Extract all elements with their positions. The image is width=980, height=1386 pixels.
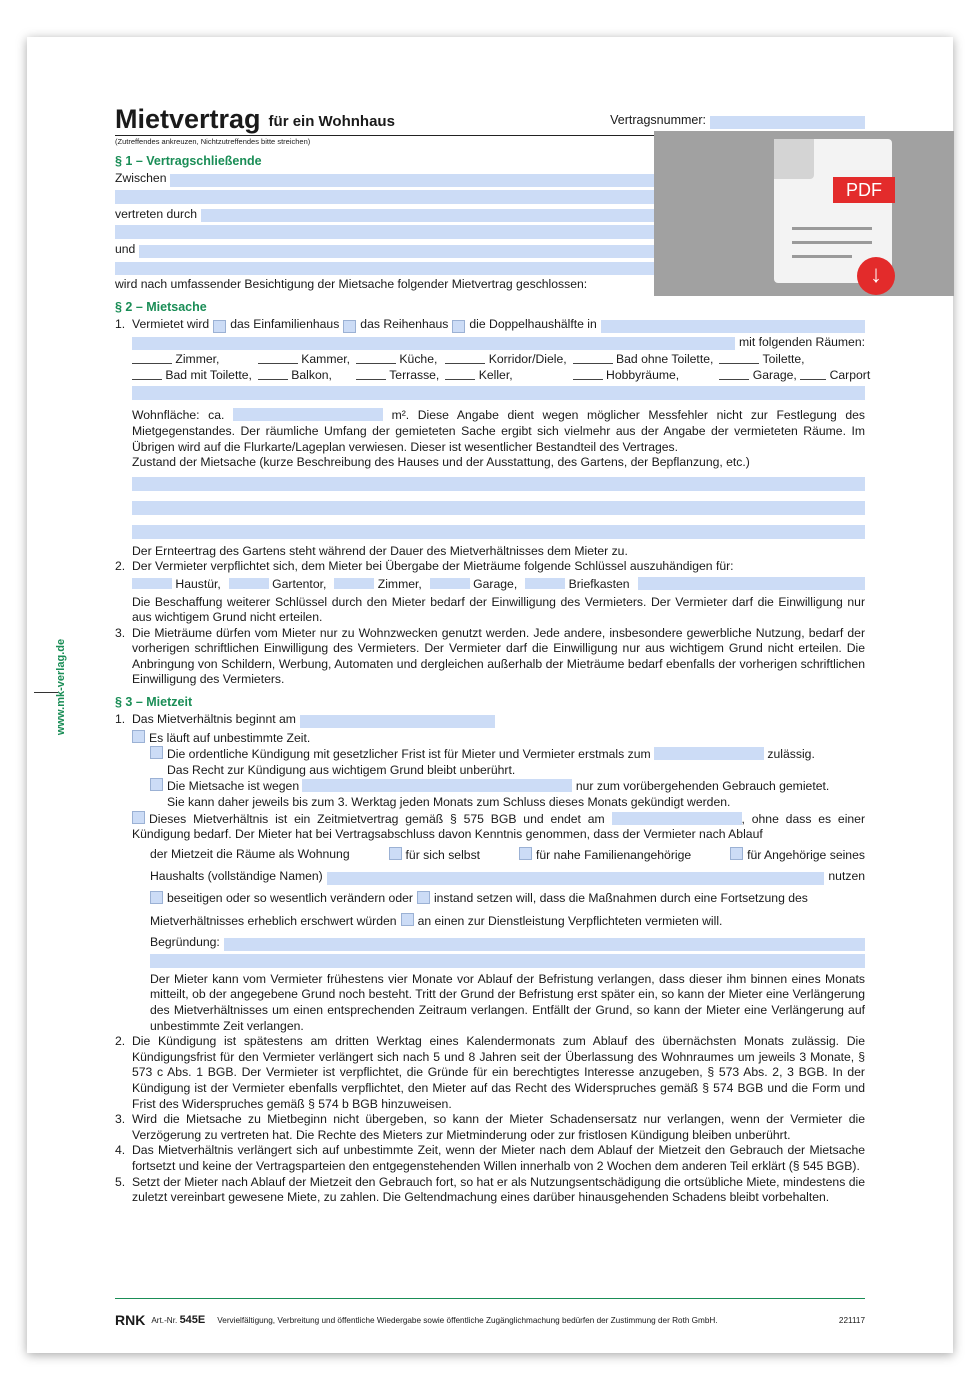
and-row: und (115, 242, 865, 258)
room-item: Balkon, (258, 368, 350, 384)
ordinary-note: Das Recht zur Kündigung aus wichtigem Grund bleibt unberührt. (167, 762, 516, 777)
rooms-list (115, 352, 871, 383)
end-date-field[interactable] (612, 812, 742, 825)
begin-date-field[interactable] (300, 715, 495, 728)
file-line (792, 241, 872, 244)
info-text: Der Mieter kann vom Vermieter frühestens vier Monate vor Ablauf der Befristung verlangen, dass dieser ihm binnen eines Monats mitteilt, ob der angegebene Grund noch besteht. Tritt der Grund der Befristung erst später ein, so kann der Mieter eine Verlängerung des Mietverhältnisses um einen entsprechenden Zeitraum verlangen. Entfällt der Grund, so kann der Mieter eine Verlängerung auf unbestimmte Zeit verlangen. (150, 971, 865, 1033)
checkbox-temporary[interactable] (150, 778, 163, 791)
checkbox-efh[interactable] (213, 320, 226, 333)
household-row: Haushalts (vollständige Namen) nutzen (150, 869, 865, 884)
fixed-term-row: Dieses Mietverhältnis ist ein Zeitmietvertrag gemäß § 575 BGB und endet am , ohne dass es einer Kündigung bedarf. Der Mieter hat bei Vertragsabschluss davon Kenntnis genommen, dass der Vermieter nach Ablauf (132, 811, 866, 842)
checkbox-rh[interactable] (343, 320, 356, 333)
room-item: Kammer, (258, 352, 350, 368)
item-notice: 2. Die Kündigung ist spätestens am dritten Werktag eines Kalendermonats zum Ablauf des übernächsten Monats zulässig. Die Kündigungsfrist für den Vermieter verlängert sich nach 5 und 8 Jahren seit der Überlassung des Wohnraumes um jeweils 3 Monate, § 573 c Abs. 1 BGB. Der Vermieter ist verpflichtet, die Gründe für ein berechtigtes Interesse anzugeben, § 573 Abs. 2, 3 BGB. In der Kündigung ist der Vermieter ebenfalls verpflichtet, den Mieter auf das Recht des Widerspruches gemäß § 574 BGB und die Form und Frist des Widerspruches gemäß § 574 b BGB hinzuweisen. (115, 1034, 865, 1111)
file-line (792, 255, 852, 258)
room-item: Terrasse, (356, 368, 439, 384)
condition-fields (115, 477, 865, 539)
between-row: Zwischen (115, 171, 865, 187)
room-item: Korridor/Diele, (445, 352, 566, 368)
item-compensation: 5. Setzt der Mieter nach Ablauf der Mietzeit den Gebrauch fort, so hat er als Nutzungsentschädigung die ortsübliche Miete, mindestens die zuletzt vereinbart gewesene Miete, zu zahlen. Die Geltendmachung eines darüber hinausgehenden Schadens bleibt vorbehalten. (115, 1174, 865, 1205)
measures-row: beseitigen oder so wesentlich verändern oder instand setzen will, dass die Maßnahmen durch eine Fortsetzung des (115, 891, 865, 907)
instructions: (Zutreffendes ankreuzen, Nichtzutreffendes bitte streichen) (115, 137, 311, 146)
temporary-reason-field[interactable] (302, 779, 572, 792)
condition-field-3[interactable] (132, 525, 865, 539)
key-item: Garage, (430, 577, 517, 593)
condition-label: Zustand der Mietsache (kurze Beschreibung des Hauses und der Ausstattung, des Gartens, der Bepflanzung, etc.) (132, 455, 750, 470)
area-text: Wohnfläche: ca. m². Diese Angabe dient wegen möglicher Messfehler nicht zur Festlegung des Mietgegenstandes. Der räumliche Umfang der gemieteten Sache ergibt sich vielmehr aus der Angabe der vermieteten Räume. Im Übrigen wird auf die Flurkarte/Lageplan verwiesen. Dieser ist wesentlicher Bestandteil des Vertrages. (132, 408, 865, 454)
checkbox-household[interactable] (730, 847, 743, 860)
location-field-2[interactable] (132, 337, 735, 350)
reason-field-2[interactable] (150, 954, 865, 968)
rooms-extra (115, 386, 865, 400)
item-extends: 4. Das Mietverhältnis verlängert sich auf unbestimmte Zeit, wenn der Mieter nach dem Ablauf der Mietzeit den Gebrauch der Mietsache fortsetzt und keine der Vertragsparteien den entgegenstehenden Willen innerhalb von 2 Wochen dem anderen Teil erklärt (§ 545 BGB). (115, 1143, 865, 1173)
hindered-row: Mietverhältnisses erheblich erschwert würden an einen zur Dienstleistung Verpflichteten vermieten will. (150, 913, 723, 928)
copyright-notice: Vervielfältigung, Verbreitung und öffentliche Wiedergabe sowie öffentliche Zugänglichmachung bedürfen der Zustimmung der Roth GmbH. (217, 1315, 718, 1325)
temporary-row: Die Mietsache ist wegen nur zum vorübergehenden Gebrauch gemietet. (115, 778, 865, 795)
location-field[interactable] (601, 320, 865, 333)
ordinary-date-field[interactable] (654, 747, 764, 760)
side-url: www.mk-verlag.de (55, 638, 68, 736)
file-line (792, 227, 872, 230)
page-title: Mietvertrag (115, 104, 261, 134)
checkbox-repair[interactable] (417, 891, 430, 904)
section-2-heading: § 2 – Mietsache (115, 299, 207, 314)
page-footer (115, 1298, 865, 1328)
household-field[interactable] (327, 872, 825, 885)
room-item: Keller, (445, 368, 566, 384)
pdf-badge: PDF (833, 177, 895, 203)
rooms-row: mit folgenden Räumen: (115, 335, 865, 351)
condition-field-2[interactable] (132, 501, 865, 515)
checkbox-ordinary[interactable] (150, 746, 163, 759)
reason-extra (115, 954, 865, 968)
rented-row: 1. Vermietet wird das Einfamilienhaus das Reihenhaus die Doppelhaushälfte in (115, 317, 865, 333)
checkbox-self[interactable] (389, 847, 402, 860)
publisher-logo: RNK (115, 1312, 146, 1328)
download-icon[interactable]: ↓ (857, 257, 895, 295)
fixed-options-row: der Mietzeit die Räume als Wohnung für sich selbst für nahe Familienangehörige für Angehörige seines (150, 846, 865, 862)
item-keys: 2. Der Vermieter verpflichtet sich, dem Mieter bei Übergabe der Mieträume folgende Schlüssel auszuhändigen für: (115, 559, 734, 574)
begins-row: 1. Das Mietverhältnis beginnt am (115, 712, 865, 728)
room-item: Hobbyräume, (573, 368, 714, 384)
pdf-download-overlay[interactable] (654, 131, 954, 296)
ordinary-row: Die ordentliche Kündigung mit gesetzlicher Frist ist für Mieter und Vermieter erstmals zum zulässig. (115, 746, 865, 763)
section-1-heading: § 1 – Vertragschließende (115, 154, 262, 168)
checkbox-family[interactable] (519, 847, 532, 860)
contract-number-field[interactable] (710, 116, 865, 129)
checkbox-dhh[interactable] (452, 320, 465, 333)
area-field[interactable] (233, 408, 383, 421)
room-item: Zimmer, (132, 352, 252, 368)
key-item: Zimmer, (334, 577, 421, 593)
keys-more: Die Beschaffung weiterer Schlüssel durch den Mieter bedarf der Einwilligung des Vermieters. Der Vermieter darf die Einwilligung nur aus wichtigem Grund nicht erteilen. (132, 594, 865, 625)
page-subtitle: für ein Wohnhaus (268, 113, 395, 131)
file-fold (774, 139, 814, 179)
represented-row: vertreten durch (115, 207, 865, 223)
checkbox-fixed-term[interactable] (132, 811, 145, 824)
harvest-text: Der Ernteertrag des Gartens steht während der Dauer des Mietverhältnisses dem Mieter zu. (132, 543, 628, 558)
room-item: Bad mit Toilette, (132, 368, 252, 384)
unlimited-row: Es läuft auf unbestimmte Zeit. (115, 730, 865, 747)
condition-field-1[interactable] (132, 477, 865, 491)
reason-row: Begründung: (115, 935, 865, 951)
item-usage: 3. Die Mieträume dürfen vom Mieter nur zu Wohnzwecken genutzt werden. Jede andere, insbesondere gewerbliche Nutzung, bedarf der vorherigen schriftlichen Einwilligung des Vermieters. Der Vermieter darf die Einwilligung nur aus wichtigem Grund nicht erteilen. Die Anbringung von Schildern, Werbung, Automaten und dergleichen außerhalb der Mieträume bedarf ebenfalls der vorherigen schriftlichen Einwilligung des Vermieters. (115, 625, 865, 687)
key-item: Haustür, (132, 577, 221, 593)
checkbox-service[interactable] (401, 913, 414, 926)
item-not-handed: 3. Wird die Mietsache zu Mietbeginn nicht übergeben, so kann der Mieter Schadensersatz nur verlangen, wenn der Vermieter die Verzögerung zu vertreten hat. Die Rechte des Mieters zur Mietminderung oder zur fristlosen Kündigung bleiben unberührt. (115, 1112, 865, 1142)
version-code: 221117 (838, 1315, 865, 1325)
room-item: Garage, Carport (719, 368, 870, 384)
key-item: Gartentor, (229, 577, 327, 593)
concluded-text: wird nach umfassender Besichtigung der Mietsache folgender Mietvertrag geschlossen: (115, 277, 588, 292)
reason-field[interactable] (224, 938, 865, 951)
rooms-extra-field[interactable] (132, 386, 865, 400)
room-item: Bad ohne Toilette, (573, 352, 714, 368)
checkbox-remove[interactable] (150, 891, 163, 904)
key-item: Briefkasten (525, 577, 629, 593)
temporary-note: Sie kann daher jeweils bis zum 3. Werktag jeden Monats zum Schluss dieses Monats gekündigt werden. (167, 795, 731, 810)
article-number: Art.-Nr. 545E (151, 1314, 206, 1326)
keys-list (115, 577, 865, 593)
contract-number: Vertragsnummer: (610, 113, 865, 129)
room-item: Toilette, (719, 352, 870, 368)
keys-extra-field[interactable] (638, 577, 865, 590)
checkbox-unlimited[interactable] (132, 730, 145, 743)
room-item: Küche, (356, 352, 439, 368)
section-3-heading: § 3 – Mietzeit (115, 695, 193, 710)
